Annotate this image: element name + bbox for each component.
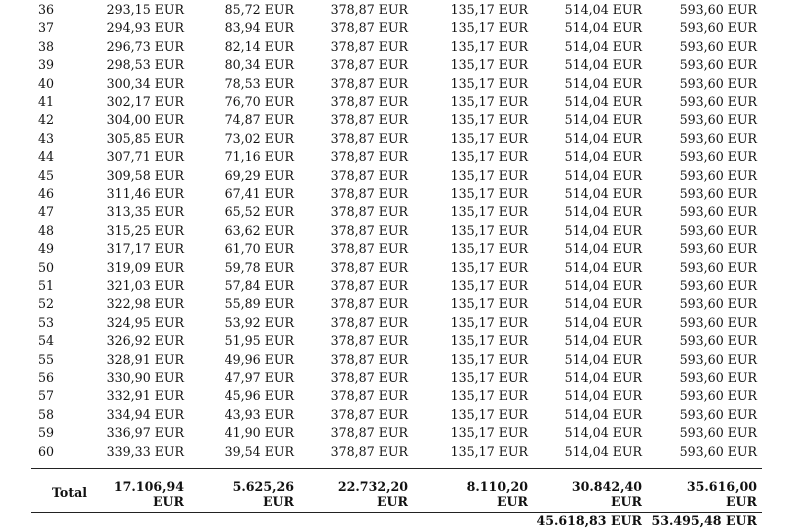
total-amount-5: 30.842,40: [571, 479, 642, 494]
row-cell-2: 49,96 EUR: [224, 351, 294, 367]
row-cell-3: 378,87 EUR: [330, 370, 408, 385]
row-number: 48: [37, 222, 55, 238]
row-cell-3: 378,87 EUR: [330, 351, 408, 367]
row-cell-4: 135,17 EUR: [450, 130, 528, 146]
row-cell-1: 332,91 EUR: [106, 388, 184, 404]
row-number: 50: [37, 259, 55, 275]
row-cell-6: 593,60 EUR: [679, 388, 757, 404]
row-cell-6: 593,60 EUR: [679, 130, 757, 146]
row-cell-6: 593,60 EUR: [679, 167, 757, 183]
row-number: 41: [37, 94, 55, 109]
grand-total-1: 45.618,83 EUR: [536, 513, 642, 528]
table-row: [0, 222, 790, 240]
row-number: 45: [37, 167, 55, 183]
total-currency-6: EUR: [725, 494, 757, 509]
row-cell-4: 135,17 EUR: [450, 167, 528, 183]
total-cell-5: [572, 479, 642, 509]
row-cell-5: 514,04 EUR: [564, 388, 642, 404]
row-cell-3: 378,87 EUR: [330, 149, 408, 165]
row-cell-2: 55,89 EUR: [224, 296, 294, 312]
total-currency-5: EUR: [610, 494, 642, 509]
row-cell-5: 514,04 EUR: [564, 425, 642, 441]
row-cell-4: 135,17 EUR: [450, 20, 528, 36]
row-cell-2: 39,54 EUR: [224, 443, 294, 459]
row-cell-4: 135,17 EUR: [450, 370, 528, 385]
table-row: [0, 295, 790, 313]
row-cell-4: 135,17 EUR: [450, 406, 528, 422]
row-cell-6: 593,60 EUR: [679, 2, 757, 17]
row-cell-5: 514,04 EUR: [564, 370, 642, 385]
row-cell-6: 593,60 EUR: [679, 186, 757, 201]
total-amount-2: 5.625,26: [232, 479, 294, 494]
row-cell-1: 298,53 EUR: [106, 57, 184, 73]
row-cell-5: 514,04 EUR: [564, 296, 642, 312]
table-row: [0, 130, 790, 148]
row-number: 44: [37, 149, 55, 165]
row-cell-1: 305,85 EUR: [106, 130, 184, 146]
row-number: 36: [37, 2, 55, 17]
row-cell-4: 135,17 EUR: [450, 149, 528, 165]
row-cell-3: 378,87 EUR: [330, 20, 408, 36]
row-cell-5: 514,04 EUR: [564, 314, 642, 330]
table-row: [0, 167, 790, 185]
row-cell-4: 135,17 EUR: [450, 75, 528, 91]
row-cell-4: 135,17 EUR: [450, 112, 528, 128]
row-cell-2: 74,87 EUR: [224, 112, 294, 128]
row-cell-1: 296,73 EUR: [106, 38, 184, 54]
row-cell-1: 304,00 EUR: [106, 112, 184, 128]
row-cell-6: 593,60 EUR: [679, 112, 757, 128]
row-cell-2: 76,70 EUR: [224, 94, 294, 109]
row-cell-4: 135,17 EUR: [450, 443, 528, 459]
row-cell-3: 378,87 EUR: [330, 75, 408, 91]
table-row: [0, 332, 790, 350]
row-cell-1: 300,34 EUR: [106, 75, 184, 91]
row-number: 55: [37, 351, 55, 367]
total-currency-3: EUR: [376, 494, 408, 509]
table-row: [0, 406, 790, 424]
total-amount-6: 35.616,00: [686, 479, 757, 494]
row-cell-5: 514,04 EUR: [564, 186, 642, 201]
row-cell-5: 514,04 EUR: [564, 222, 642, 238]
row-cell-4: 135,17 EUR: [450, 186, 528, 201]
row-cell-6: 593,60 EUR: [679, 222, 757, 238]
row-cell-3: 378,87 EUR: [330, 406, 408, 422]
row-cell-3: 378,87 EUR: [330, 38, 408, 54]
row-number: 47: [37, 204, 55, 220]
row-cell-6: 593,60 EUR: [679, 425, 757, 441]
row-cell-5: 514,04 EUR: [564, 112, 642, 128]
row-cell-2: 69,29 EUR: [224, 167, 294, 183]
table-row: [0, 387, 790, 405]
row-cell-5: 514,04 EUR: [564, 149, 642, 165]
row-cell-2: 73,02 EUR: [224, 130, 294, 146]
row-cell-1: 311,46 EUR: [106, 186, 184, 201]
row-cell-3: 378,87 EUR: [330, 425, 408, 441]
row-number: 51: [37, 278, 55, 293]
row-cell-4: 135,17 EUR: [450, 57, 528, 73]
table-row: [0, 424, 790, 442]
row-cell-1: 326,92 EUR: [106, 333, 184, 349]
row-cell-3: 378,87 EUR: [330, 388, 408, 404]
row-cell-5: 514,04 EUR: [564, 204, 642, 220]
table-row: [0, 203, 790, 221]
grand-total-2: 53.495,48 EUR: [651, 513, 757, 528]
row-cell-6: 593,60 EUR: [679, 241, 757, 257]
row-cell-2: 65,52 EUR: [224, 204, 294, 220]
row-cell-6: 593,60 EUR: [679, 38, 757, 54]
row-cell-6: 593,60 EUR: [679, 149, 757, 165]
row-cell-3: 378,87 EUR: [330, 130, 408, 146]
row-number: 54: [37, 333, 55, 349]
row-cell-3: 378,87 EUR: [330, 314, 408, 330]
table-row: [0, 443, 790, 461]
row-cell-1: 328,91 EUR: [106, 351, 184, 367]
row-cell-2: 80,34 EUR: [224, 57, 294, 73]
row-cell-5: 514,04 EUR: [564, 443, 642, 459]
table-row: [0, 369, 790, 387]
row-cell-2: 51,95 EUR: [224, 333, 294, 349]
total-currency-2: EUR: [262, 494, 294, 509]
row-cell-5: 514,04 EUR: [564, 94, 642, 109]
row-cell-5: 514,04 EUR: [564, 75, 642, 91]
row-cell-4: 135,17 EUR: [450, 222, 528, 238]
table-rule-top: [31, 468, 762, 469]
row-cell-1: 307,71 EUR: [106, 149, 184, 165]
row-cell-4: 135,17 EUR: [450, 278, 528, 293]
row-cell-3: 378,87 EUR: [330, 204, 408, 220]
row-cell-6: 593,60 EUR: [679, 259, 757, 275]
row-cell-5: 514,04 EUR: [564, 406, 642, 422]
row-cell-3: 378,87 EUR: [330, 259, 408, 275]
row-cell-1: 324,95 EUR: [106, 314, 184, 330]
total-amount-1: 17.106,94: [113, 479, 184, 494]
row-cell-4: 135,17 EUR: [450, 333, 528, 349]
table-row: [0, 19, 790, 37]
row-cell-5: 514,04 EUR: [564, 20, 642, 36]
row-cell-2: 43,93 EUR: [224, 406, 294, 422]
row-cell-1: 322,98 EUR: [106, 296, 184, 312]
row-cell-2: 82,14 EUR: [224, 38, 294, 54]
row-cell-3: 378,87 EUR: [330, 167, 408, 183]
row-number: 39: [37, 57, 55, 73]
row-number: 60: [37, 443, 55, 459]
row-cell-3: 378,87 EUR: [330, 241, 408, 257]
row-cell-1: 336,97 EUR: [106, 425, 184, 441]
total-currency-4: EUR: [496, 494, 528, 509]
row-number: 46: [37, 186, 55, 201]
row-cell-4: 135,17 EUR: [450, 296, 528, 312]
row-cell-4: 135,17 EUR: [450, 94, 528, 109]
row-cell-6: 593,60 EUR: [679, 314, 757, 330]
row-number: 59: [37, 425, 55, 441]
row-cell-6: 593,60 EUR: [679, 20, 757, 36]
row-cell-1: 313,35 EUR: [106, 204, 184, 220]
row-cell-2: 59,78 EUR: [224, 259, 294, 275]
row-cell-3: 378,87 EUR: [330, 296, 408, 312]
row-cell-4: 135,17 EUR: [450, 38, 528, 54]
row-cell-1: 334,94 EUR: [106, 406, 184, 422]
total-label: Total: [52, 485, 88, 500]
row-cell-2: 85,72 EUR: [224, 2, 294, 17]
row-cell-4: 135,17 EUR: [450, 204, 528, 220]
total-currency-1: EUR: [152, 494, 184, 509]
table-row: [0, 259, 790, 277]
row-cell-1: 293,15 EUR: [106, 2, 184, 17]
total-cell-2: [233, 479, 294, 509]
row-number: 38: [37, 38, 55, 54]
row-number: 52: [37, 296, 55, 312]
row-cell-5: 514,04 EUR: [564, 57, 642, 73]
row-cell-6: 593,60 EUR: [679, 278, 757, 293]
row-cell-2: 57,84 EUR: [224, 278, 294, 293]
row-cell-6: 593,60 EUR: [679, 406, 757, 422]
row-cell-3: 378,87 EUR: [330, 333, 408, 349]
row-cell-4: 135,17 EUR: [450, 259, 528, 275]
row-cell-1: 294,93 EUR: [106, 20, 184, 36]
table-row: [0, 148, 790, 166]
row-cell-6: 593,60 EUR: [679, 94, 757, 109]
table-row: [0, 75, 790, 93]
row-number: 43: [37, 130, 55, 146]
table-row: [0, 351, 790, 369]
row-cell-1: 302,17 EUR: [106, 94, 184, 109]
table-row: [0, 56, 790, 74]
row-cell-1: 317,17 EUR: [106, 241, 184, 257]
row-cell-2: 83,94 EUR: [224, 20, 294, 36]
row-cell-1: 321,03 EUR: [106, 278, 184, 293]
row-cell-4: 135,17 EUR: [450, 388, 528, 404]
row-cell-2: 67,41 EUR: [224, 186, 294, 201]
row-cell-2: 45,96 EUR: [224, 388, 294, 404]
table-row: [0, 38, 790, 56]
row-cell-4: 135,17 EUR: [450, 425, 528, 441]
row-cell-4: 135,17 EUR: [450, 2, 528, 17]
row-cell-3: 378,87 EUR: [330, 94, 408, 109]
table-row: [0, 1, 790, 19]
row-cell-6: 593,60 EUR: [679, 443, 757, 459]
row-cell-2: 61,70 EUR: [224, 241, 294, 257]
row-cell-2: 41,90 EUR: [224, 425, 294, 441]
total-amount-3: 22.732,20: [337, 479, 408, 494]
row-number: 57: [37, 388, 55, 404]
row-cell-3: 378,87 EUR: [330, 57, 408, 73]
row-cell-5: 514,04 EUR: [564, 167, 642, 183]
total-amount-4: 8.110,20: [466, 479, 528, 494]
row-number: 42: [37, 112, 55, 128]
total-cell-6: [687, 479, 757, 509]
row-number: 58: [37, 406, 55, 422]
row-cell-3: 378,87 EUR: [330, 278, 408, 293]
total-cell-3: [338, 479, 408, 509]
total-cell-4: [467, 479, 528, 509]
row-cell-2: 47,97 EUR: [224, 370, 294, 385]
row-cell-3: 378,87 EUR: [330, 222, 408, 238]
row-cell-2: 78,53 EUR: [224, 75, 294, 91]
table-row: [0, 240, 790, 258]
row-cell-5: 514,04 EUR: [564, 333, 642, 349]
row-number: 53: [37, 314, 55, 330]
row-cell-6: 593,60 EUR: [679, 333, 757, 349]
row-cell-1: 315,25 EUR: [106, 222, 184, 238]
row-cell-6: 593,60 EUR: [679, 296, 757, 312]
row-cell-5: 514,04 EUR: [564, 259, 642, 275]
row-cell-3: 378,87 EUR: [330, 2, 408, 17]
row-cell-5: 514,04 EUR: [564, 278, 642, 293]
table-row: [0, 185, 790, 203]
row-cell-6: 593,60 EUR: [679, 204, 757, 220]
total-cell-1: [114, 479, 184, 509]
row-cell-3: 378,87 EUR: [330, 443, 408, 459]
row-cell-4: 135,17 EUR: [450, 241, 528, 257]
row-cell-6: 593,60 EUR: [679, 370, 757, 385]
row-cell-2: 63,62 EUR: [224, 222, 294, 238]
row-number: 37: [37, 20, 55, 36]
row-cell-5: 514,04 EUR: [564, 351, 642, 367]
row-cell-2: 53,92 EUR: [224, 314, 294, 330]
row-cell-3: 378,87 EUR: [330, 186, 408, 201]
row-cell-5: 514,04 EUR: [564, 130, 642, 146]
row-cell-5: 514,04 EUR: [564, 2, 642, 17]
row-cell-4: 135,17 EUR: [450, 351, 528, 367]
row-number: 40: [37, 75, 55, 91]
row-cell-6: 593,60 EUR: [679, 351, 757, 367]
row-cell-6: 593,60 EUR: [679, 57, 757, 73]
row-cell-3: 378,87 EUR: [330, 112, 408, 128]
table-row: [0, 314, 790, 332]
row-cell-1: 339,33 EUR: [106, 443, 184, 459]
table-row: [0, 111, 790, 129]
row-cell-5: 514,04 EUR: [564, 241, 642, 257]
row-cell-5: 514,04 EUR: [564, 38, 642, 54]
row-number: 56: [37, 370, 55, 385]
row-number: 49: [37, 241, 55, 257]
row-cell-2: 71,16 EUR: [224, 149, 294, 165]
table-row: [0, 277, 790, 295]
row-cell-6: 593,60 EUR: [679, 75, 757, 91]
row-cell-4: 135,17 EUR: [450, 314, 528, 330]
row-cell-1: 309,58 EUR: [106, 167, 184, 183]
row-cell-1: 330,90 EUR: [106, 370, 184, 385]
table-row: [0, 93, 790, 111]
row-cell-1: 319,09 EUR: [106, 259, 184, 275]
